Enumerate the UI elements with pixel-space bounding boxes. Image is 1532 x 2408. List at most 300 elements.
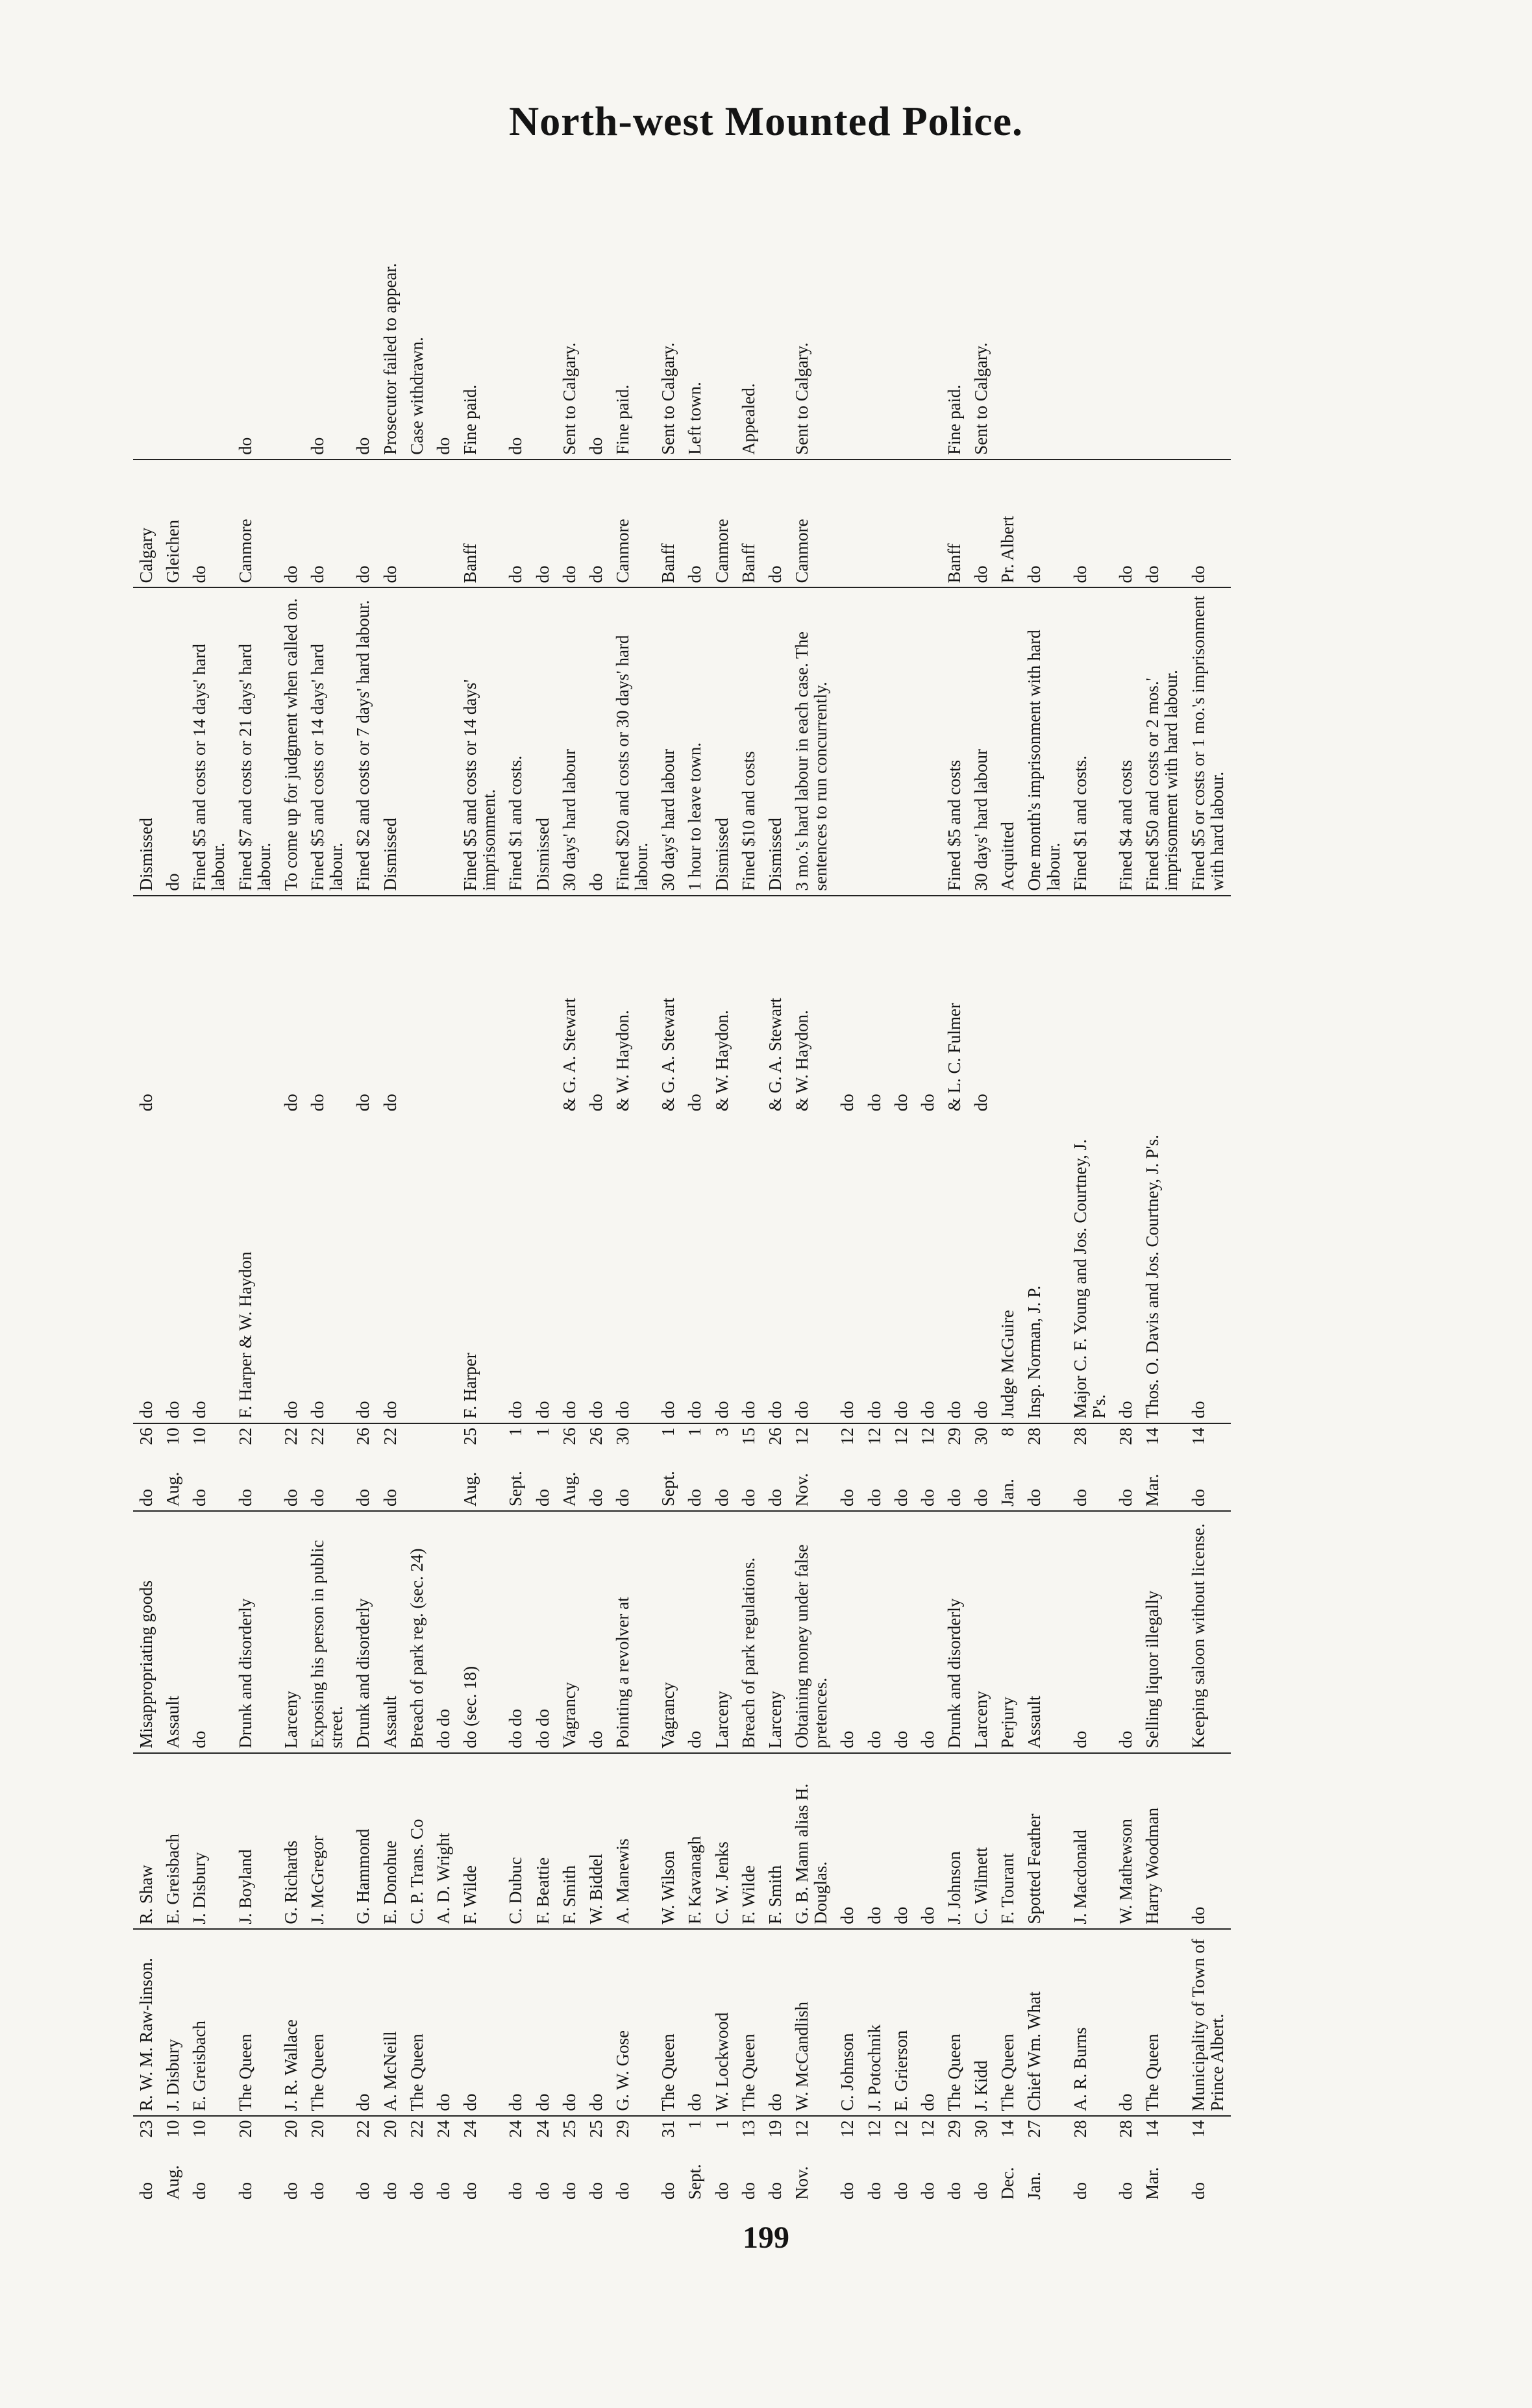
place-cell: Canmore: [709, 460, 735, 588]
complainant-cell: do: [457, 1929, 502, 2116]
day-received-cell: 30: [968, 2116, 995, 2152]
month-received-cell: Mar.: [1143, 2167, 1163, 2200]
table-row: [160, 217, 186, 2204]
remarks-cell: do: [308, 437, 328, 455]
remarks-cell: [278, 217, 304, 460]
month-received-cell: do: [235, 2182, 255, 2200]
day-tried-cell: 26: [762, 1423, 789, 1460]
day-received-cell: 28: [1067, 2116, 1113, 2152]
month-tried-cell: Nov.: [792, 1473, 812, 1506]
month-received-cell: do: [864, 2182, 884, 2200]
sentence-cell: Fined $1 and costs.: [1067, 587, 1113, 895]
magistrate-associate-cell: [502, 896, 529, 1116]
sentence-cell: Fined $20 and costs or 30 days' hard labour.: [610, 587, 655, 895]
offence-cell: do (sec. 18): [457, 1511, 502, 1753]
offence-cell: do: [915, 1511, 941, 1753]
magistrate-cell: do: [917, 1401, 937, 1419]
month-tried-cell: do: [586, 1489, 606, 1506]
day-received-cell: 23: [133, 2116, 160, 2152]
day-received-cell: 12: [861, 2116, 888, 2152]
day-received-cell: 12: [888, 2116, 915, 2152]
remarks-cell: [834, 217, 861, 460]
remarks-cell: do: [235, 437, 255, 455]
day-received-cell: 25: [583, 2116, 610, 2152]
remarks-cell: [1185, 217, 1231, 460]
remarks-cell: [1113, 217, 1139, 460]
day-received-cell: 29: [941, 2116, 968, 2152]
remarks-cell: Prosecutor failed to appear.: [380, 263, 400, 455]
sentence-cell: [861, 587, 888, 895]
magistrate-associate-cell: do: [278, 896, 304, 1116]
day-received-cell: 20: [377, 2116, 404, 2152]
sentence-cell: Fined $5 or costs or 1 mo.'s imprisonment with hard labour.: [1185, 587, 1231, 895]
table-row: [834, 217, 861, 2204]
defendant-cell: F. Smith: [556, 1753, 583, 1929]
magistrate-associate-cell: do: [915, 896, 941, 1116]
defendant-cell: G. Hammond: [350, 1753, 377, 1929]
page-number: 199: [743, 2220, 789, 2255]
defendant-cell: F. Kavanagh: [682, 1753, 708, 1929]
magistrate-associate-cell: [995, 896, 1021, 1116]
complainant-cell: The Queen: [304, 1929, 350, 2116]
complainant-cell: do: [556, 1929, 583, 2116]
table-row: [789, 217, 834, 2204]
remarks-cell: Sent to Calgary.: [792, 342, 812, 455]
remarks-cell: [1067, 217, 1113, 460]
month-tried-cell: do: [1188, 1489, 1208, 1506]
magistrate-associate-cell: do: [888, 896, 915, 1116]
complainant-cell: G. W. Gose: [610, 1929, 655, 2116]
day-tried-cell: 28: [1021, 1423, 1067, 1460]
month-tried-cell: do: [612, 1489, 632, 1506]
sentence-cell: 30 days' hard labour: [968, 587, 995, 895]
place-cell: Canmore: [789, 460, 834, 588]
magistrate-associate-cell: [232, 896, 278, 1116]
defendant-cell: C. P. Trans. Co: [404, 1753, 430, 1929]
place-cell: do: [762, 460, 789, 588]
month-tried-cell: Aug.: [163, 1471, 183, 1506]
offence-cell: Larceny: [709, 1511, 735, 1753]
day-received-cell: 1: [682, 2116, 708, 2152]
magistrate-cell: do: [792, 1401, 812, 1419]
magistrate-associate-cell: [186, 896, 232, 1116]
magistrate-cell: do: [837, 1401, 858, 1419]
place-cell: do: [377, 460, 404, 588]
magistrate-associate-cell: & W. Haydon.: [789, 896, 834, 1116]
defendant-cell: do: [1185, 1753, 1231, 1929]
sentence-cell: [888, 587, 915, 895]
table-row: [457, 217, 502, 2204]
defendant-cell: do: [915, 1753, 941, 1929]
sentence-cell: 30 days' hard labour: [556, 587, 583, 895]
month-tried-cell: do: [136, 1489, 156, 1506]
magistrate-associate-cell: do: [968, 896, 995, 1116]
month-received-cell: do: [380, 2182, 400, 2200]
sentence-cell: Fined $5 and costs or 14 days' imprisonment.: [457, 587, 502, 895]
magistrate-associate-cell: [735, 896, 762, 1116]
magistrate-associate-cell: [530, 896, 556, 1116]
offence-cell: Assault: [160, 1511, 186, 1753]
month-received-cell: do: [971, 2182, 991, 2200]
magistrate-associate-cell: do: [133, 896, 160, 1116]
magistrate-cell: do: [532, 1401, 552, 1419]
month-received-cell: do: [1070, 2182, 1090, 2200]
day-received-cell: 24: [457, 2116, 502, 2152]
place-cell: do: [1113, 460, 1139, 588]
magistrate-cell: do: [738, 1401, 758, 1419]
offence-cell: Selling liquor illegally: [1139, 1511, 1185, 1753]
complainant-cell: A. R. Burns: [1067, 1929, 1113, 2116]
magistrate-cell: do: [711, 1401, 732, 1419]
defendant-cell: Harry Woodman: [1139, 1753, 1185, 1929]
day-received-cell: 29: [610, 2116, 655, 2152]
magistrate-cell: do: [945, 1401, 964, 1419]
offence-cell: do: [682, 1511, 708, 1753]
day-tried-cell: 14: [1185, 1423, 1231, 1460]
magistrate-cell: do: [506, 1401, 526, 1419]
offence-cell: Breach of park reg. (sec. 24): [404, 1511, 430, 1753]
table-row: [915, 217, 941, 2204]
month-tried-cell: do: [685, 1489, 705, 1506]
day-tried-cell: [430, 1423, 457, 1460]
defendant-cell: F. Smith: [762, 1753, 789, 1929]
table-row: [709, 217, 735, 2204]
defendant-cell: J. Disbury: [186, 1753, 232, 1929]
table-row: [530, 217, 556, 2204]
complainant-cell: The Queen: [655, 1929, 682, 2116]
complainant-cell: The Queen: [735, 1929, 762, 2116]
remarks-cell: do: [586, 437, 606, 455]
remarks-cell: do: [506, 437, 526, 455]
month-tried-cell: do: [235, 1489, 255, 1506]
sentence-cell: To come up for judgment when called on.: [278, 587, 304, 895]
sentence-cell: Dismissed: [530, 587, 556, 895]
day-tried-cell: 1: [682, 1423, 708, 1460]
defendant-cell: J. Macdonald: [1067, 1753, 1113, 1929]
table-row: [888, 217, 915, 2204]
defendant-cell: do: [834, 1753, 861, 1929]
day-received-cell: 19: [762, 2116, 789, 2152]
month-received-cell: Nov.: [792, 2166, 812, 2200]
place-cell: do: [502, 460, 529, 588]
sentence-cell: [404, 587, 430, 895]
day-tried-cell: 22: [377, 1423, 404, 1460]
magistrate-associate-cell: [404, 896, 430, 1116]
day-tried-cell: 30: [610, 1423, 655, 1460]
month-tried-cell: do: [971, 1489, 991, 1506]
day-tried-cell: 14: [1139, 1423, 1185, 1460]
day-received-cell: 25: [556, 2116, 583, 2152]
place-cell: do: [968, 460, 995, 588]
sentence-cell: One month's imprisonment with hard labour.: [1021, 587, 1067, 895]
month-received-cell: Dec.: [998, 2167, 1018, 2200]
defendant-cell: J. McGregor: [304, 1753, 350, 1929]
offence-cell: Drunk and disorderly: [350, 1511, 377, 1753]
magistrate-cell: do: [586, 1401, 606, 1419]
month-tried-cell: Mar.: [1143, 1473, 1163, 1506]
complainant-cell: The Queen: [941, 1929, 968, 2116]
month-received-cell: do: [837, 2182, 858, 2200]
magistrate-cell: F. Harper & W. Haydon: [235, 1251, 255, 1419]
month-tried-cell: do: [917, 1489, 937, 1506]
day-tried-cell: 25: [457, 1423, 502, 1460]
remarks-cell: [530, 217, 556, 460]
sentence-cell: Fined $50 and costs or 2 mos.' imprisonment with hard labour.: [1139, 587, 1185, 895]
defendant-cell: E. Greisbach: [160, 1753, 186, 1929]
sentence-cell: Fined $5 and costs or 14 days' hard labour.: [304, 587, 350, 895]
complainant-cell: A. McNeill: [377, 1929, 404, 2116]
month-received-cell: Sept.: [685, 2164, 705, 2200]
sentence-cell: 30 days' hard labour: [655, 587, 682, 895]
place-cell: Gleichen: [160, 460, 186, 588]
defendant-cell: F. Wilde: [457, 1753, 502, 1929]
day-tried-cell: 26: [583, 1423, 610, 1460]
day-received-cell: 24: [502, 2116, 529, 2152]
offence-cell: do: [834, 1511, 861, 1753]
remarks-cell: Fine paid.: [945, 384, 964, 455]
remarks-cell: Appealed.: [738, 383, 758, 455]
day-tried-cell: 3: [709, 1423, 735, 1460]
table-row: [278, 217, 304, 2204]
offence-cell: Drunk and disorderly: [232, 1511, 278, 1753]
month-received-cell: do: [917, 2182, 937, 2200]
place-cell: Banff: [941, 460, 968, 588]
sentence-cell: Fined $10 and costs: [735, 587, 762, 895]
place-cell: do: [556, 460, 583, 588]
remarks-cell: Sent to Calgary.: [658, 342, 678, 455]
magistrate-cell: Major C. F. Young and Jos. Courtney, J. P's.: [1070, 1139, 1109, 1419]
day-received-cell: 14: [1185, 2116, 1231, 2152]
table-row: [556, 217, 583, 2204]
month-received-cell: do: [711, 2182, 732, 2200]
magistrate-associate-cell: do: [583, 896, 610, 1116]
day-tried-cell: 29: [941, 1423, 968, 1460]
sentence-cell: Fined $5 and costs: [941, 587, 968, 895]
month-received-cell: Jan.: [1024, 2172, 1044, 2200]
month-tried-cell: do: [1070, 1489, 1090, 1506]
table-row: [502, 217, 529, 2204]
remarks-cell: Fine paid.: [612, 384, 632, 455]
court-records-table: [133, 217, 1231, 2204]
month-tried-cell: do: [711, 1489, 732, 1506]
month-received-cell: do: [406, 2182, 426, 2200]
defendant-cell: E. Donohue: [377, 1753, 404, 1929]
place-cell: do: [1185, 460, 1231, 588]
month-tried-cell: do: [765, 1489, 785, 1506]
day-tried-cell: [404, 1423, 430, 1460]
day-received-cell: 27: [1021, 2116, 1067, 2152]
remarks-cell: [995, 217, 1021, 460]
month-received-cell: do: [945, 2182, 964, 2200]
table-row: [404, 217, 430, 2204]
table-row: [941, 217, 968, 2204]
magistrate-associate-cell: [430, 896, 457, 1116]
magistrate-cell: F. Harper: [460, 1353, 480, 1419]
day-received-cell: 28: [1113, 2116, 1139, 2152]
magistrate-cell: do: [190, 1401, 210, 1419]
month-received-cell: Aug.: [163, 2165, 183, 2200]
magistrate-associate-cell: & W. Haydon.: [709, 896, 735, 1116]
table-row: [304, 217, 350, 2204]
sentence-cell: Fined $2 and costs or 7 days' hard labour.: [350, 587, 377, 895]
remarks-cell: Left town.: [685, 382, 705, 455]
remarks-cell: Fine paid.: [460, 384, 480, 455]
month-received-cell: do: [190, 2182, 210, 2200]
defendant-cell: do: [861, 1753, 888, 1929]
complainant-cell: do: [1113, 1929, 1139, 2116]
month-tried-cell: do: [353, 1489, 373, 1506]
month-tried-cell: [404, 1460, 430, 1511]
magistrate-associate-cell: [1185, 896, 1231, 1116]
day-tried-cell: 28: [1067, 1423, 1113, 1460]
place-cell: [861, 460, 888, 588]
remarks-cell: [133, 217, 160, 460]
magistrate-associate-cell: [1067, 896, 1113, 1116]
month-received-cell: do: [765, 2182, 785, 2200]
remarks-cell: [861, 217, 888, 460]
complainant-cell: W. Lockwood: [709, 1929, 735, 2116]
complainant-cell: E. Greisbach: [186, 1929, 232, 2116]
offence-cell: Perjury: [995, 1511, 1021, 1753]
day-tried-cell: 15: [735, 1423, 762, 1460]
month-received-cell: do: [559, 2182, 579, 2200]
offence-cell: Exposing his person in public street.: [304, 1511, 350, 1753]
magistrate-cell: do: [136, 1401, 156, 1419]
table-row: [655, 217, 682, 2204]
offence-cell: do: [1067, 1511, 1113, 1753]
month-tried-cell: do: [532, 1489, 552, 1506]
magistrate-cell: do: [612, 1401, 632, 1419]
month-tried-cell: do: [190, 1489, 210, 1506]
place-cell: do: [1139, 460, 1185, 588]
remarks-cell: [888, 217, 915, 460]
remarks-cell: [709, 217, 735, 460]
magistrate-associate-cell: & W. Haydon.: [610, 896, 655, 1116]
month-received-cell: do: [1188, 2182, 1208, 2200]
place-cell: Banff: [457, 460, 502, 588]
complainant-cell: do: [762, 1929, 789, 2116]
day-tried-cell: 1: [655, 1423, 682, 1460]
month-tried-cell: Jan.: [998, 1479, 1018, 1506]
defendant-cell: A. D. Wright: [430, 1753, 457, 1929]
day-tried-cell: 1: [530, 1423, 556, 1460]
complainant-cell: do: [583, 1929, 610, 2116]
month-received-cell: do: [433, 2182, 453, 2200]
offence-cell: do: [186, 1511, 232, 1753]
place-cell: do: [186, 460, 232, 588]
place-cell: do: [583, 460, 610, 588]
magistrate-cell: do: [1188, 1401, 1208, 1419]
sentence-cell: Dismissed: [709, 587, 735, 895]
defendant-cell: do: [888, 1753, 915, 1929]
offence-cell: Assault: [377, 1511, 404, 1753]
complainant-cell: J. Disbury: [160, 1929, 186, 2116]
sentence-cell: Acquitted: [995, 587, 1021, 895]
complainant-cell: J. Potochnik: [861, 1929, 888, 2116]
month-received-cell: do: [460, 2182, 480, 2200]
day-received-cell: 10: [160, 2116, 186, 2152]
offence-cell: Assault: [1021, 1511, 1067, 1753]
magistrate-cell: do: [891, 1401, 911, 1419]
magistrate-cell: [430, 1115, 457, 1423]
magistrate-cell: Judge McGuire: [998, 1310, 1018, 1419]
day-tried-cell: 26: [133, 1423, 160, 1460]
complainant-cell: do: [530, 1929, 556, 2116]
day-received-cell: 14: [995, 2116, 1021, 2152]
magistrate-associate-cell: [1113, 896, 1139, 1116]
offence-cell: Pointing a revolver at: [610, 1511, 655, 1753]
day-received-cell: 24: [530, 2116, 556, 2152]
offence-cell: Misappropriating goods: [133, 1511, 160, 1753]
table-row: [968, 217, 995, 2204]
sentence-cell: [915, 587, 941, 895]
month-received-cell: do: [136, 2182, 156, 2200]
month-tried-cell: do: [308, 1489, 328, 1506]
remarks-cell: [1021, 217, 1067, 460]
table-row: [350, 217, 377, 2204]
offence-cell: Larceny: [762, 1511, 789, 1753]
complainant-cell: The Queen: [995, 1929, 1021, 2116]
month-received-cell: do: [586, 2182, 606, 2200]
table-row: [1067, 217, 1113, 2204]
month-received-cell: do: [506, 2182, 526, 2200]
month-tried-cell: do: [738, 1489, 758, 1506]
day-received-cell: 20: [232, 2116, 278, 2152]
magistrate-associate-cell: do: [682, 896, 708, 1116]
month-tried-cell: do: [837, 1489, 858, 1506]
place-cell: do: [682, 460, 708, 588]
complainant-cell: C. Johnson: [834, 1929, 861, 2116]
offence-cell: Drunk and disorderly: [941, 1511, 968, 1753]
sentence-cell: Dismissed: [762, 587, 789, 895]
court-records-table-wrapper: [133, 217, 1399, 2204]
remarks-cell: [762, 217, 789, 460]
complainant-cell: J. Kidd: [968, 1929, 995, 2116]
month-received-cell: do: [353, 2182, 373, 2200]
complainant-cell: Municipality of Town of Prince Albert.: [1185, 1929, 1231, 2116]
complainant-cell: E. Grierson: [888, 1929, 915, 2116]
table-row: [1139, 217, 1185, 2204]
month-tried-cell: Sept.: [506, 1471, 526, 1506]
defendant-cell: W. Biddel: [583, 1753, 610, 1929]
magistrate-cell: do: [308, 1401, 328, 1419]
magistrate-cell: do: [658, 1401, 678, 1419]
page-title: North-west Mounted Police.: [508, 98, 1024, 144]
month-tried-cell: do: [864, 1489, 884, 1506]
offence-cell: Keeping saloon without license.: [1185, 1511, 1231, 1753]
month-tried-cell: do: [1116, 1489, 1136, 1506]
place-cell: Calgary: [133, 460, 160, 588]
place-cell: Canmore: [610, 460, 655, 588]
day-received-cell: 1: [709, 2116, 735, 2152]
table-row: [133, 217, 160, 2204]
offence-cell: do: [583, 1511, 610, 1753]
magistrate-associate-cell: [1021, 896, 1067, 1116]
month-received-cell: do: [308, 2182, 328, 2200]
sentence-cell: do: [160, 587, 186, 895]
day-received-cell: 12: [915, 2116, 941, 2152]
magistrate-cell: do: [353, 1401, 373, 1419]
magistrate-associate-cell: [1139, 896, 1185, 1116]
month-tried-cell: [430, 1460, 457, 1511]
defendant-cell: Spotted Feather: [1021, 1753, 1067, 1929]
sentence-cell: 1 hour to leave town.: [682, 587, 708, 895]
offence-cell: do: [1113, 1511, 1139, 1753]
table-row: [762, 217, 789, 2204]
complainant-cell: W. McCandlish: [789, 1929, 834, 2116]
offence-cell: do: [888, 1511, 915, 1753]
magistrate-associate-cell: & G. A. Stewart: [655, 896, 682, 1116]
